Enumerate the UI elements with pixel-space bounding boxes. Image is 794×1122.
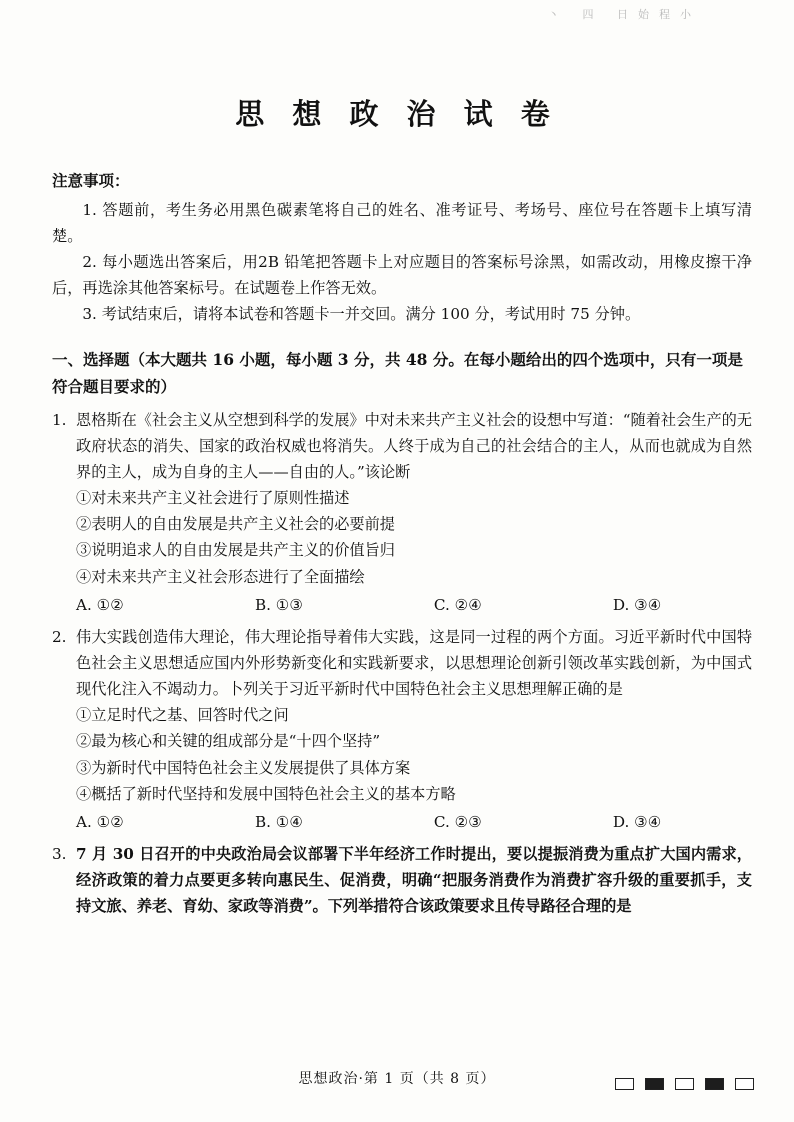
- question-option: ②表明人的自由发展是共产主义社会的必要前提: [76, 515, 395, 534]
- notice-heading: 注意事项：: [52, 171, 130, 190]
- question-choices: [76, 809, 752, 835]
- question-item: [52, 624, 752, 835]
- question-stem: 恩格斯在《社会主义从空想到科学的发展》中对未来共产主义社会的设想中写道：“随着社会生产的无政府状态的消失、国家的政治权威也将消失。人终于成为自己的社会结合的主人，从而也就成为自然界的主人，成为自身的主人——自由的人。”该论断: [76, 410, 753, 481]
- question-option: ④对未来共产主义社会形态进行了全面描绘: [76, 567, 365, 586]
- question-stem: 7 月 30 日召开的中央政治局会议部署下半年经济工作时提出，要以提振消费为重点扩大国内需求，经济政策的着力点要更多转向惠民生、促消费，明确“把服务消费作为消费扩容升级的重要抓手，支持文旅、养老、育幼、家政等消费”。下列举措符合该政策要求且传导路径合理的是: [76, 844, 752, 916]
- choice-a: A. ①②: [76, 595, 124, 614]
- mark-open: [735, 1078, 754, 1090]
- section-heading: [52, 347, 752, 400]
- scan-artifact-text: 丶 四 日始程小: [548, 8, 701, 21]
- corner-registration-marks: [615, 1078, 754, 1090]
- notice-item: 3. 考试结束后，请将本试卷和答题卡一并交回。满分 100 分，考试用时 75 分钟。: [82, 305, 641, 324]
- notice-item: 2. 每小题选出答案后，用2B 铅笔把答题卡上对应题目的答案标号涂黑，如需改动，用橡皮擦干净后，再选涂其他答案标号。在试题卷上作答无效。: [52, 252, 752, 298]
- section-instruction: （本大题共 16 小题，每小题 3 分，共 48 分。在每小题给出的四个选项中，只有一项是符合题目要求的）: [52, 350, 743, 397]
- choice-b: B. ①④: [254, 812, 303, 831]
- question-choices: [76, 592, 752, 618]
- choice-d: D. ③④: [612, 812, 662, 831]
- question-stem: 伟大实践创造伟大理论，伟大理论指导着伟大实践，这是同一过程的两个方面。习近平新时代中国特色社会主义思想适应国内外形势新变化和实践新要求，以思想理论创新引领改革实践创新，为中国式现代化注入不竭动力。卜列关于习近平新时代中国特色社会主义思想理解正确的是: [76, 627, 752, 699]
- question-option: ③说明追求人的自由发展是共产主义的价值旨归: [76, 541, 395, 560]
- question-number: 1.: [52, 410, 67, 429]
- document-body: [52, 168, 752, 919]
- question-number: 3.: [52, 844, 67, 863]
- question-option: ③为新时代中国特色社会主义发展提供了具体方案: [76, 758, 411, 777]
- question-option: ①立足时代之基、回答时代之问: [76, 706, 289, 725]
- mark-filled: [645, 1078, 664, 1090]
- notice-item: 1. 答题前，考生务必用黑色碳素笔将自己的姓名、准考证号、考场号、座位号在答题卡上填写清楚。: [52, 200, 752, 245]
- mark-open: [675, 1078, 694, 1090]
- section-label-text: 一、选择题: [52, 350, 130, 370]
- question-number: 2.: [52, 627, 67, 646]
- mark-open: [615, 1078, 634, 1090]
- question-option: ④概括了新时代坚持和发展中国特色社会主义的基本方略: [76, 784, 456, 803]
- question-option: ②最为核心和关键的组成部分是“十四个坚持”: [76, 732, 381, 751]
- question-item: [52, 407, 752, 618]
- mark-filled: [705, 1078, 724, 1090]
- page-title: 思 想 政 治 试 卷: [235, 97, 559, 131]
- choice-d: D. ③④: [612, 595, 662, 614]
- question-item: [52, 841, 752, 919]
- choice-c: C. ②③: [433, 812, 482, 831]
- page-footer: 思想政治·第 1 页（共 8 页）: [298, 1071, 496, 1087]
- question-option: ①对未来共产主义社会进行了原则性描述: [76, 489, 350, 508]
- choice-c: C. ②④: [433, 595, 482, 614]
- choice-b: B. ①③: [254, 595, 303, 614]
- choice-a: A. ①②: [76, 812, 124, 831]
